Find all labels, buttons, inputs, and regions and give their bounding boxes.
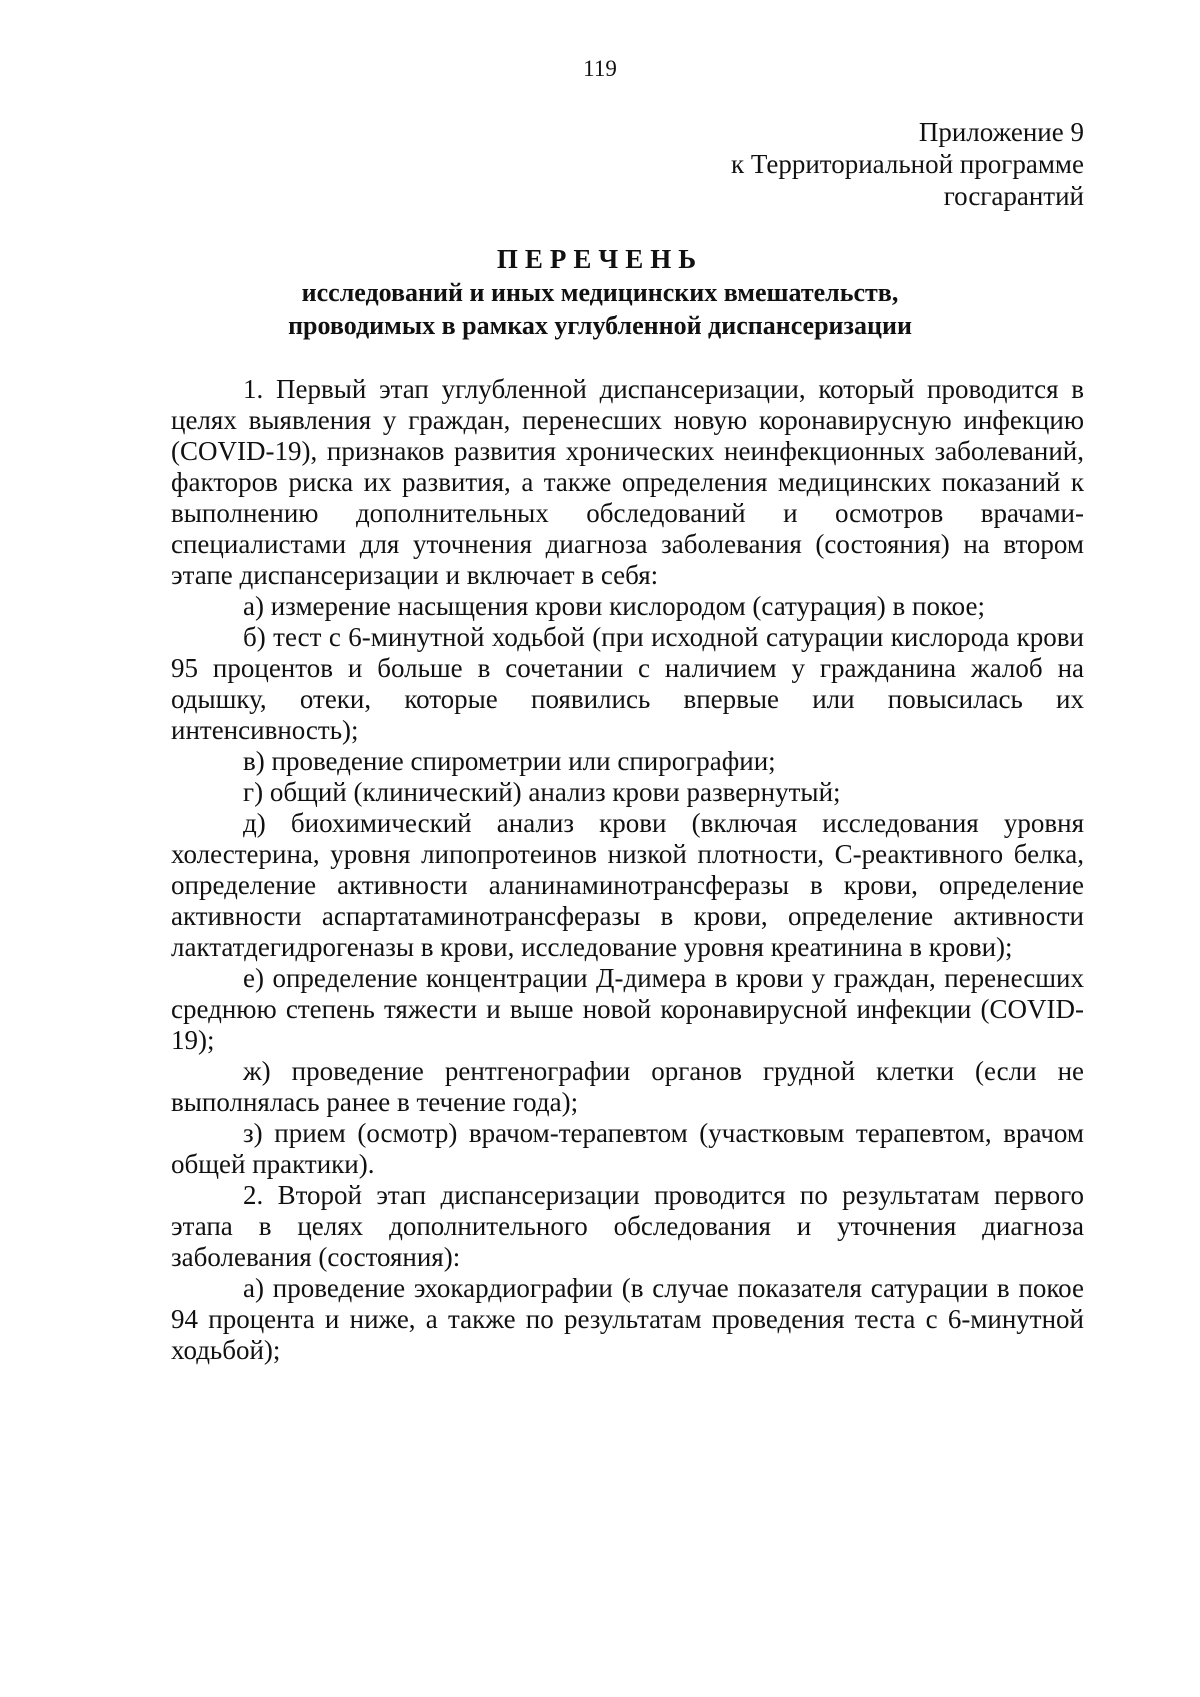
list-item-a: а) измерение насыщения крови кислородом (сатурация) в покое; bbox=[243, 591, 985, 621]
list-item-e: е) определение концентрации Д-димера в крови у граждан, перенесших среднюю степень тяжести и выше новой коронавирусной инфекции (COVID-19); bbox=[171, 963, 1084, 1055]
document-title bbox=[0, 243, 1200, 342]
list-item-zh: ж) проведение рентгенографии органов грудной клетки (если не выполнялась ранее в течение года); bbox=[171, 1056, 1084, 1117]
title-line-1: исследований и иных медицинских вмешательств, bbox=[301, 278, 899, 307]
title-line-2: проводимых в рамках углубленной диспансеризации bbox=[288, 311, 912, 340]
list-item-a-stage-2: а) проведение эхокардиографии (в случае показателя сатурации в покое 94 процента и ниже, а также по результатам проведения теста с 6-минутной ходьбой); bbox=[171, 1273, 1084, 1365]
body-text bbox=[171, 374, 1084, 1366]
list-item-d: д) биохимический анализ крови (включая исследования уровня холестерина, уровня липопротеинов низкой плотности, С-реактивного белка, определение активности аланинаминотрансферазы в крови, определение активности аспартатаминотрансферазы в крови, определение активности лактатдегидрогеназы в крови, исследование уровня креатинина в крови); bbox=[171, 808, 1084, 962]
appendix-line-3: госгарантий bbox=[943, 181, 1084, 211]
list-item-z: з) прием (осмотр) врачом-терапевтом (участковым терапевтом, врачом общей практики). bbox=[171, 1118, 1084, 1179]
title-heading: ПЕРЕЧЕНЬ bbox=[496, 244, 704, 274]
list-item-v: в) проведение спирометрии или спирографии; bbox=[243, 746, 776, 776]
appendix-line-2: к Территориальной программе bbox=[731, 149, 1084, 179]
page-number: 119 bbox=[583, 56, 617, 81]
paragraph-stage-2: 2. Второй этап диспансеризации проводится по результатам первого этапа в целях дополнительного обследования и уточнения диагноза заболевания (состояния): bbox=[171, 1180, 1084, 1272]
list-item-g: г) общий (клинический) анализ крови развернутый; bbox=[243, 777, 841, 807]
appendix-line-1: Приложение 9 bbox=[918, 117, 1084, 147]
list-item-b: б) тест с 6-минутной ходьбой (при исходной сатурации кислорода крови 95 процентов и больше в сочетании с наличием у гражданина жалоб на одышку, отеки, которые появились впервые или повысилась их интенсивность); bbox=[171, 622, 1084, 745]
paragraph-stage-1: 1. Первый этап углубленной диспансеризации, который проводится в целях выявления у граждан, перенесших новую коронавирусную инфекцию (COVID-19), признаков развития хронических неинфекционных заболеваний, факторов риска их развития, а также определения медицинских показаний к выполнению дополнительных обследований и осмотров врачами-специалистами для уточнения диагноза заболевания (состояния) на втором этапе диспансеризации и включает в себя: bbox=[171, 374, 1084, 590]
appendix-reference bbox=[731, 116, 1084, 212]
